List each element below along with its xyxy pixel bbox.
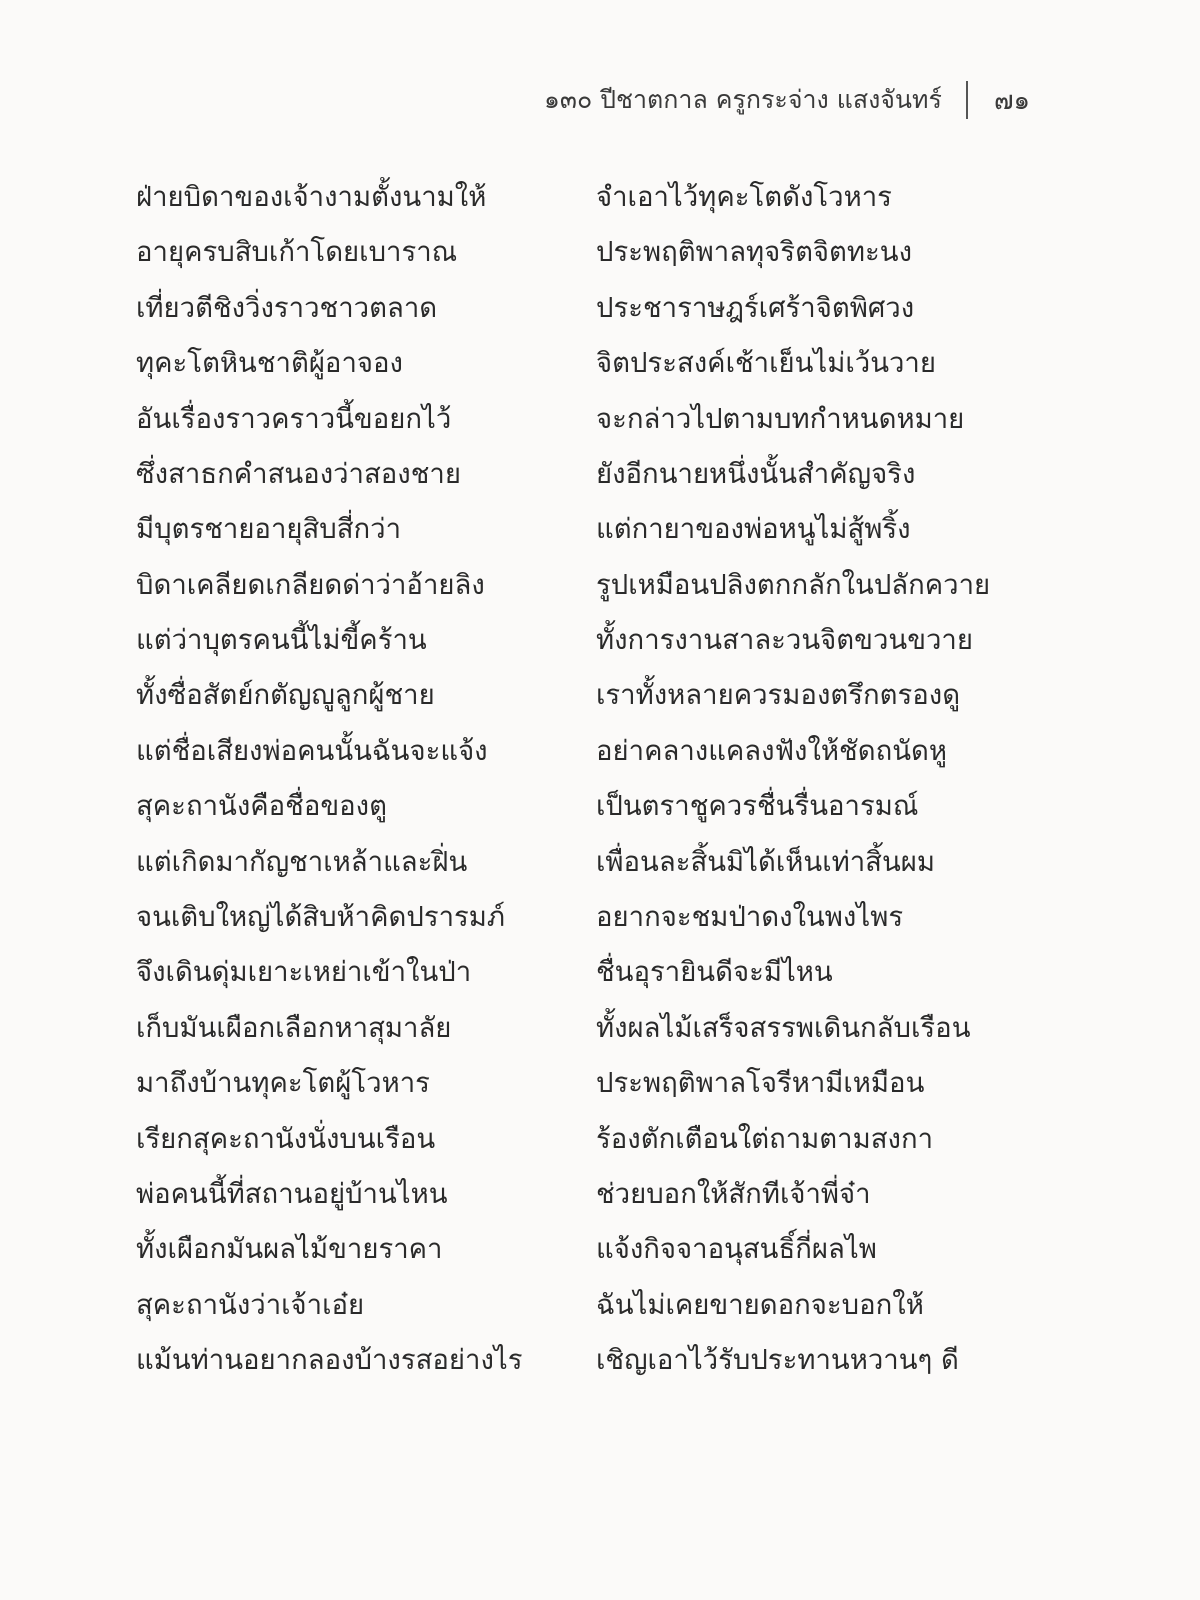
poem-stanza-line: [136, 1001, 1036, 1056]
poem-stanza-line: [136, 890, 1036, 945]
poem-stanza-line: [136, 613, 1036, 668]
poem-line-second-hemistich: เราทั้งหลายควรมองตรึกตรองดู: [596, 679, 961, 712]
poem-line-second-hemistich: ประชาราษฎร์เศร้าจิตพิศวง: [596, 291, 915, 324]
poem-stanza-line: [136, 1056, 1036, 1111]
poem-line-second-hemistich: อย่าคลางแคลงฟังให้ชัดถนัดหู: [596, 734, 948, 767]
poem-line-first-hemistich: ทั้งซื่อสัตย์กตัญญูลูกผู้ชาย: [136, 679, 435, 712]
poem-line-second-hemistich: ฉันไม่เคยขายดอกจะบอกให้: [596, 1288, 924, 1321]
poem-stanza-line: [136, 502, 1036, 557]
poem-stanza-line: [136, 225, 1036, 280]
poem-stanza-line: [136, 779, 1036, 834]
page-number: ๗๑: [993, 85, 1030, 116]
poem-stanza-line: [136, 392, 1036, 447]
poem-stanza-line: [136, 336, 1036, 391]
poem-line-second-hemistich: แต่กายาของพ่อหนูไม่สู้พริ้ง: [596, 513, 911, 546]
poem-line-second-hemistich: เชิญเอาไว้รับประทานหวานๆ ดี: [596, 1344, 959, 1377]
poem-line-second-hemistich: จิตประสงค์เช้าเย็นไม่เว้นวาย: [596, 347, 936, 380]
poem-line-first-hemistich: ทั้งเผือกมันผลไม้ขายราคา: [136, 1233, 443, 1266]
poem-line-first-hemistich: แต่เกิดมากัญชาเหล้าและฝิ่น: [136, 845, 468, 878]
poem-line-second-hemistich: ร้องตักเตือนใต่ถามตามสงกา: [596, 1122, 934, 1155]
poem-line-second-hemistich: รูปเหมือนปลิงตกกลักในปลักควาย: [596, 568, 991, 601]
poem-line-first-hemistich: แต่ว่าบุตรคนนี้ไม่ขี้คร้าน: [136, 624, 427, 657]
poem-line-first-hemistich: มาถึงบ้านทุคะโตผู้โวหาร: [136, 1067, 430, 1100]
poem-line-second-hemistich: ทั้งการงานสาละวนจิตขวนขวาย: [596, 624, 973, 657]
poem-stanza-line: [136, 1278, 1036, 1333]
poem-line-first-hemistich: มีบุตรชายอายุสิบสี่กว่า: [136, 513, 402, 546]
poem-stanza-line: [136, 1112, 1036, 1167]
poem-line-first-hemistich: ทุคะโตหินชาติผู้อาจอง: [136, 347, 403, 380]
poem-stanza-line: [136, 669, 1036, 724]
poem-stanza-line: [136, 1222, 1036, 1277]
poem-line-first-hemistich: พ่อคนนี้ที่สถานอยู่บ้านไหน: [136, 1177, 448, 1210]
poem-line-second-hemistich: เป็นตราชูควรชื่นรื่นอารมณ์: [596, 790, 919, 823]
poem-stanza-line: [136, 281, 1036, 336]
poem-line-second-hemistich: ช่วยบอกให้สักทีเจ้าพี่จ๋า: [596, 1177, 871, 1210]
poem-line-second-hemistich: จำเอาไว้ทุคะโตดังโวหาร: [596, 180, 892, 213]
poem-line-first-hemistich: แต่ชื่อเสียงพ่อคนนั้นฉันจะแจ้ง: [136, 734, 488, 767]
poem-line-second-hemistich: ประพฤติพาลทุจริตจิตทะนง: [596, 236, 913, 269]
poem-stanza-line: [136, 1333, 1036, 1388]
poem-line-first-hemistich: จนเติบใหญ่ได้สิบห้าคิดปรารมภ์: [136, 901, 506, 934]
poem-line-first-hemistich: เที่ยวตีชิงวิ่งราวชาวตลาด: [136, 291, 438, 324]
poem-stanza-line: [136, 835, 1036, 890]
poem-line-first-hemistich: เรียกสุคะถานังนั่งบนเรือน: [136, 1122, 436, 1155]
poem-line-first-hemistich: ซึ่งสาธกคำสนองว่าสองชาย: [136, 457, 461, 490]
header-divider: [966, 81, 968, 119]
poem-line-second-hemistich: ชื่นอุรายินดีจะมีไหน: [596, 956, 833, 989]
poem-line-first-hemistich: อายุครบสิบเก้าโดยเบาราณ: [136, 236, 458, 269]
poem-line-first-hemistich: สุคะถานังคือชื่อของตู: [136, 790, 387, 823]
poem-line-second-hemistich: จะกล่าวไปตามบทกำหนดหมาย: [596, 402, 965, 435]
poem-stanza-line: [136, 558, 1036, 613]
running-header: [544, 78, 1030, 122]
poem-line-second-hemistich: แจ้งกิจจาอนุสนธิ์กี่ผลไพ: [596, 1233, 877, 1266]
poem-line-second-hemistich: อยากจะชมป่าดงในพงไพร: [596, 901, 904, 934]
poem-line-second-hemistich: ทั้งผลไม้เสร็จสรรพเดินกลับเรือน: [596, 1011, 971, 1044]
poem-line-second-hemistich: ยังอีกนายหนึ่งนั้นสำคัญจริง: [596, 457, 916, 490]
poem-stanza-line: [136, 724, 1036, 779]
poem-line-first-hemistich: อันเรื่องราวคราวนี้ขอยกไว้: [136, 402, 452, 435]
poem-line-first-hemistich: ฝ่ายบิดาของเจ้างามตั้งนามให้: [136, 180, 487, 213]
poem-line-first-hemistich: แม้นท่านอยากลองบ้างรสอย่างไร: [136, 1344, 523, 1377]
header-title: ๑๓๐ ปีชาตกาล ครูกระจ่าง แสงจันทร์: [544, 85, 942, 114]
poem-stanza-line: [136, 1167, 1036, 1222]
poem-stanza-line: [136, 447, 1036, 502]
poem-stanza-line: [136, 945, 1036, 1000]
poem-line-first-hemistich: จึงเดินดุ่มเยาะเหย่าเข้าในป่า: [136, 956, 472, 989]
poem-line-first-hemistich: สุคะถานังว่าเจ้าเอ๋ย: [136, 1288, 365, 1321]
poem-body: [136, 170, 1036, 1389]
poem-line-first-hemistich: บิดาเคลียดเกลียดด่าว่าอ้ายลิง: [136, 568, 485, 601]
poem-stanza-line: [136, 170, 1036, 225]
poem-line-first-hemistich: เก็บมันเผือกเลือกหาสุมาลัย: [136, 1011, 452, 1044]
poem-line-second-hemistich: เพื่อนละสิ้นมิได้เห็นเท่าสิ้นผม: [596, 845, 935, 878]
poem-line-second-hemistich: ประพฤติพาลโจรีหามีเหมือน: [596, 1067, 925, 1100]
